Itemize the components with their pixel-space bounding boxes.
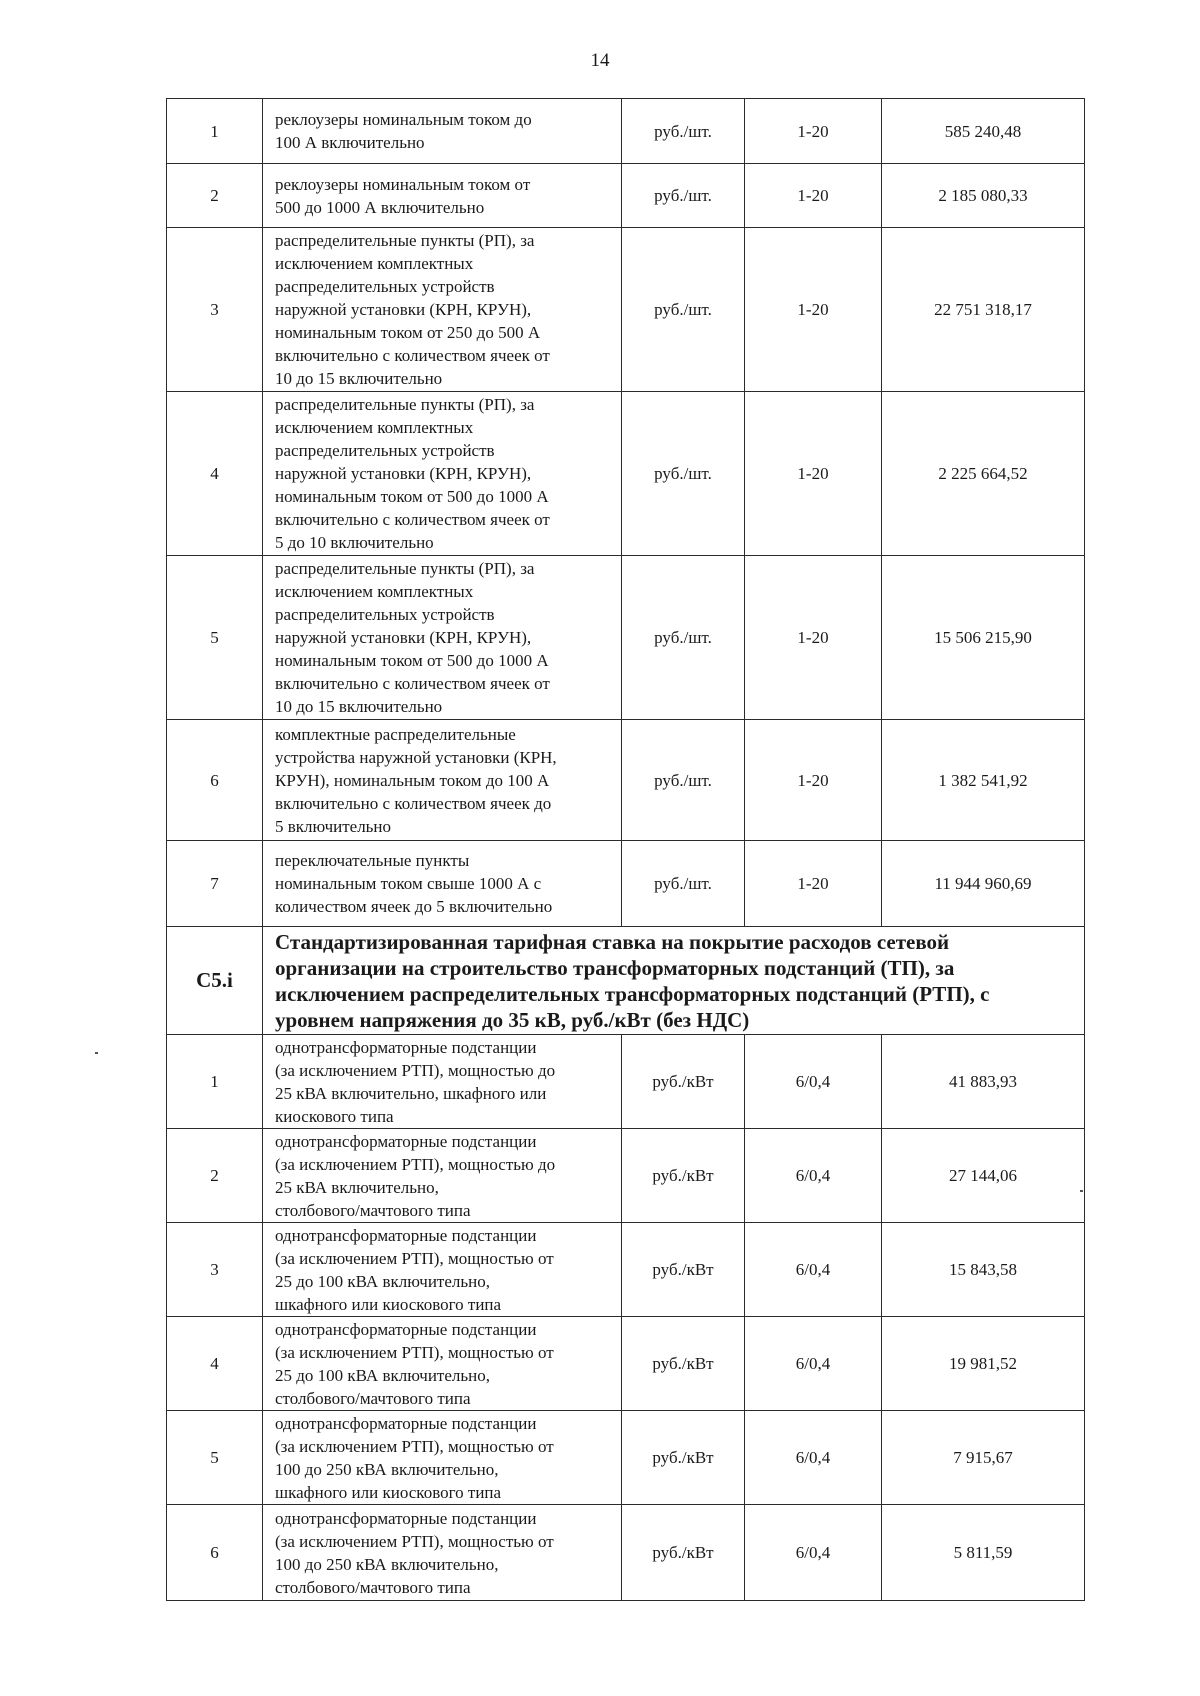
row-range: 6/0,4 bbox=[745, 1317, 882, 1411]
description-line: 25 до 100 кВА включительно, bbox=[275, 1271, 490, 1291]
description-line: (за исключением РТП), мощностью от bbox=[275, 1531, 554, 1551]
description-line: включительно с количеством ячеек от bbox=[275, 510, 550, 529]
row-number: 6 bbox=[167, 720, 263, 841]
description-line: наружной установки (КРН, КРУН), bbox=[275, 628, 532, 647]
description-line: номинальным током свыше 1000 А с bbox=[275, 874, 542, 893]
page-number: 14 bbox=[590, 50, 610, 71]
row-range: 6/0,4 bbox=[745, 1411, 882, 1505]
row-value: 11 944 960,69 bbox=[882, 841, 1085, 927]
description-line: 5 до 10 включительно bbox=[275, 533, 434, 552]
section-title-line: Стандартизированная тарифная ставка на покрытие расходов сетевой bbox=[275, 929, 950, 954]
description-line: 100 А включительно bbox=[275, 133, 425, 152]
row-unit: руб./кВт bbox=[622, 1129, 745, 1223]
description-line: номинальным током от 250 до 500 А bbox=[275, 323, 541, 342]
row-range: 1-20 bbox=[745, 228, 882, 392]
row-number: 5 bbox=[167, 556, 263, 720]
row-description bbox=[263, 1505, 622, 1601]
row-value: 22 751 318,17 bbox=[882, 228, 1085, 392]
row-range: 6/0,4 bbox=[745, 1129, 882, 1223]
table-row bbox=[167, 1223, 1085, 1317]
row-value: 27 144,06 bbox=[882, 1129, 1085, 1223]
table-row bbox=[167, 1129, 1085, 1223]
row-number: 1 bbox=[167, 99, 263, 164]
row-unit: руб./шт. bbox=[622, 556, 745, 720]
description-line: однотрансформаторные подстанции bbox=[275, 1131, 537, 1151]
row-description bbox=[263, 1317, 622, 1411]
row-number: 7 bbox=[167, 841, 263, 927]
row-value: 15 843,58 bbox=[882, 1223, 1085, 1317]
description-line: распределительных устройств bbox=[275, 441, 495, 460]
description-line: включительно с количеством ячеек от bbox=[275, 346, 550, 365]
row-description bbox=[263, 1411, 622, 1505]
row-unit: руб./шт. bbox=[622, 164, 745, 228]
row-value: 5 811,59 bbox=[882, 1505, 1085, 1601]
description-line: (за исключением РТП), мощностью до bbox=[275, 1154, 556, 1174]
description-line: распределительные пункты (РП), за bbox=[275, 559, 535, 578]
description-line: однотрансформаторные подстанции bbox=[275, 1225, 537, 1245]
row-number: 2 bbox=[167, 164, 263, 228]
row-range: 6/0,4 bbox=[745, 1223, 882, 1317]
scan-speck bbox=[95, 1052, 98, 1054]
table-row bbox=[167, 99, 1085, 164]
description-line: 25 кВА включительно, bbox=[275, 1177, 439, 1197]
description-line: однотрансформаторные подстанции bbox=[275, 1037, 537, 1057]
table-row bbox=[167, 720, 1085, 841]
table-row bbox=[167, 228, 1085, 392]
row-value: 1 382 541,92 bbox=[882, 720, 1085, 841]
description-line: 100 до 250 кВА включительно, bbox=[275, 1554, 499, 1574]
description-line: распределительные пункты (РП), за bbox=[275, 231, 535, 250]
description-line: наружной установки (КРН, КРУН), bbox=[275, 300, 532, 319]
table-row bbox=[167, 392, 1085, 556]
row-unit: руб./шт. bbox=[622, 99, 745, 164]
row-value: 41 883,93 bbox=[882, 1035, 1085, 1129]
description-line: однотрансформаторные подстанции bbox=[275, 1413, 537, 1433]
row-unit: руб./шт. bbox=[622, 228, 745, 392]
section-code: C5.i bbox=[167, 927, 263, 1035]
description-line: (за исключением РТП), мощностью от bbox=[275, 1248, 554, 1268]
row-value: 15 506 215,90 bbox=[882, 556, 1085, 720]
row-number: 4 bbox=[167, 1317, 263, 1411]
row-unit: руб./кВт bbox=[622, 1317, 745, 1411]
row-value: 585 240,48 bbox=[882, 99, 1085, 164]
description-line: номинальным током от 500 до 1000 А bbox=[275, 651, 549, 670]
table-row bbox=[167, 556, 1085, 720]
table-row bbox=[167, 1035, 1085, 1129]
row-unit: руб./кВт bbox=[622, 1411, 745, 1505]
description-line: реклоузеры номинальным током от bbox=[275, 174, 531, 194]
description-line: киоскового типа bbox=[275, 1106, 394, 1126]
scan-speck bbox=[1080, 1190, 1083, 1192]
description-line: распределительные пункты (РП), за bbox=[275, 395, 535, 414]
description-line: исключением комплектных bbox=[275, 582, 474, 601]
row-description bbox=[263, 1223, 622, 1317]
section-title-line: организации на строительство трансформаторных подстанций (ТП), за bbox=[275, 955, 955, 980]
row-unit: руб./кВт bbox=[622, 1223, 745, 1317]
tariff-table bbox=[166, 98, 1085, 1601]
row-number: 6 bbox=[167, 1505, 263, 1601]
description-line: номинальным током от 500 до 1000 А bbox=[275, 487, 549, 506]
row-number: 5 bbox=[167, 1411, 263, 1505]
row-description bbox=[263, 841, 622, 927]
description-line: количеством ячеек до 5 включительно bbox=[275, 897, 553, 916]
description-line: КРУН), номинальным током до 100 А bbox=[275, 770, 550, 790]
row-number: 3 bbox=[167, 228, 263, 392]
description-line: включительно с количеством ячеек до bbox=[275, 793, 552, 813]
description-line: столбового/мачтового типа bbox=[275, 1200, 471, 1220]
section-header-row bbox=[167, 927, 1085, 1035]
table-row bbox=[167, 1317, 1085, 1411]
table-row bbox=[167, 1411, 1085, 1505]
description-line: 500 до 1000 А включительно bbox=[275, 197, 485, 217]
description-line: реклоузеры номинальным током до bbox=[275, 110, 532, 129]
row-value: 19 981,52 bbox=[882, 1317, 1085, 1411]
row-value: 2 185 080,33 bbox=[882, 164, 1085, 228]
description-line: наружной установки (КРН, КРУН), bbox=[275, 464, 532, 483]
row-range: 1-20 bbox=[745, 392, 882, 556]
description-line: 100 до 250 кВА включительно, bbox=[275, 1459, 499, 1479]
description-line: комплектные распределительные bbox=[275, 724, 516, 744]
description-line: исключением комплектных bbox=[275, 418, 474, 437]
description-line: (за исключением РТП), мощностью до bbox=[275, 1060, 556, 1080]
row-unit: руб./шт. bbox=[622, 720, 745, 841]
table-row bbox=[167, 841, 1085, 927]
description-line: 10 до 15 включительно bbox=[275, 369, 443, 388]
row-range: 6/0,4 bbox=[745, 1505, 882, 1601]
row-number: 3 bbox=[167, 1223, 263, 1317]
description-line: столбового/мачтового типа bbox=[275, 1388, 471, 1408]
table-row bbox=[167, 164, 1085, 228]
description-line: распределительных устройств bbox=[275, 277, 495, 296]
section-title bbox=[263, 927, 1085, 1035]
row-description bbox=[263, 228, 622, 392]
row-number: 1 bbox=[167, 1035, 263, 1129]
section-title-line: исключением распределительных трансформаторных подстанций (РТП), с bbox=[275, 981, 990, 1006]
row-description bbox=[263, 392, 622, 556]
row-value: 2 225 664,52 bbox=[882, 392, 1085, 556]
description-line: шкафного или киоскового типа bbox=[275, 1294, 502, 1314]
description-line: (за исключением РТП), мощностью от bbox=[275, 1436, 554, 1456]
row-range: 1-20 bbox=[745, 720, 882, 841]
row-range: 6/0,4 bbox=[745, 1035, 882, 1129]
description-line: однотрансформаторные подстанции bbox=[275, 1508, 537, 1528]
description-line: исключением комплектных bbox=[275, 254, 474, 273]
row-range: 1-20 bbox=[745, 164, 882, 228]
row-value: 7 915,67 bbox=[882, 1411, 1085, 1505]
row-number: 2 bbox=[167, 1129, 263, 1223]
row-unit: руб./кВт bbox=[622, 1035, 745, 1129]
row-description bbox=[263, 99, 622, 164]
row-number: 4 bbox=[167, 392, 263, 556]
table-row bbox=[167, 1505, 1085, 1601]
description-line: 25 до 100 кВА включительно, bbox=[275, 1365, 490, 1385]
row-range: 1-20 bbox=[745, 841, 882, 927]
description-line: 5 включительно bbox=[275, 816, 392, 836]
row-description bbox=[263, 720, 622, 841]
section-title-line: уровнем напряжения до 35 кВ, руб./кВт (без НДС) bbox=[275, 1007, 750, 1032]
row-description bbox=[263, 1035, 622, 1129]
row-range: 1-20 bbox=[745, 556, 882, 720]
description-line: 10 до 15 включительно bbox=[275, 697, 443, 716]
row-description bbox=[263, 164, 622, 228]
description-line: однотрансформаторные подстанции bbox=[275, 1319, 537, 1339]
description-line: столбового/мачтового типа bbox=[275, 1577, 471, 1597]
description-line: шкафного или киоскового типа bbox=[275, 1482, 502, 1502]
description-line: (за исключением РТП), мощностью от bbox=[275, 1342, 554, 1362]
row-range: 1-20 bbox=[745, 99, 882, 164]
description-line: распределительных устройств bbox=[275, 605, 495, 624]
description-line: 25 кВА включительно, шкафного или bbox=[275, 1083, 547, 1103]
row-description bbox=[263, 1129, 622, 1223]
description-line: переключательные пункты bbox=[275, 851, 470, 870]
row-unit: руб./шт. bbox=[622, 841, 745, 927]
tariff-table-body bbox=[167, 99, 1085, 1601]
row-unit: руб./кВт bbox=[622, 1505, 745, 1601]
description-line: включительно с количеством ячеек от bbox=[275, 674, 550, 693]
description-line: устройства наружной установки (КРН, bbox=[275, 747, 557, 767]
row-unit: руб./шт. bbox=[622, 392, 745, 556]
row-description bbox=[263, 556, 622, 720]
